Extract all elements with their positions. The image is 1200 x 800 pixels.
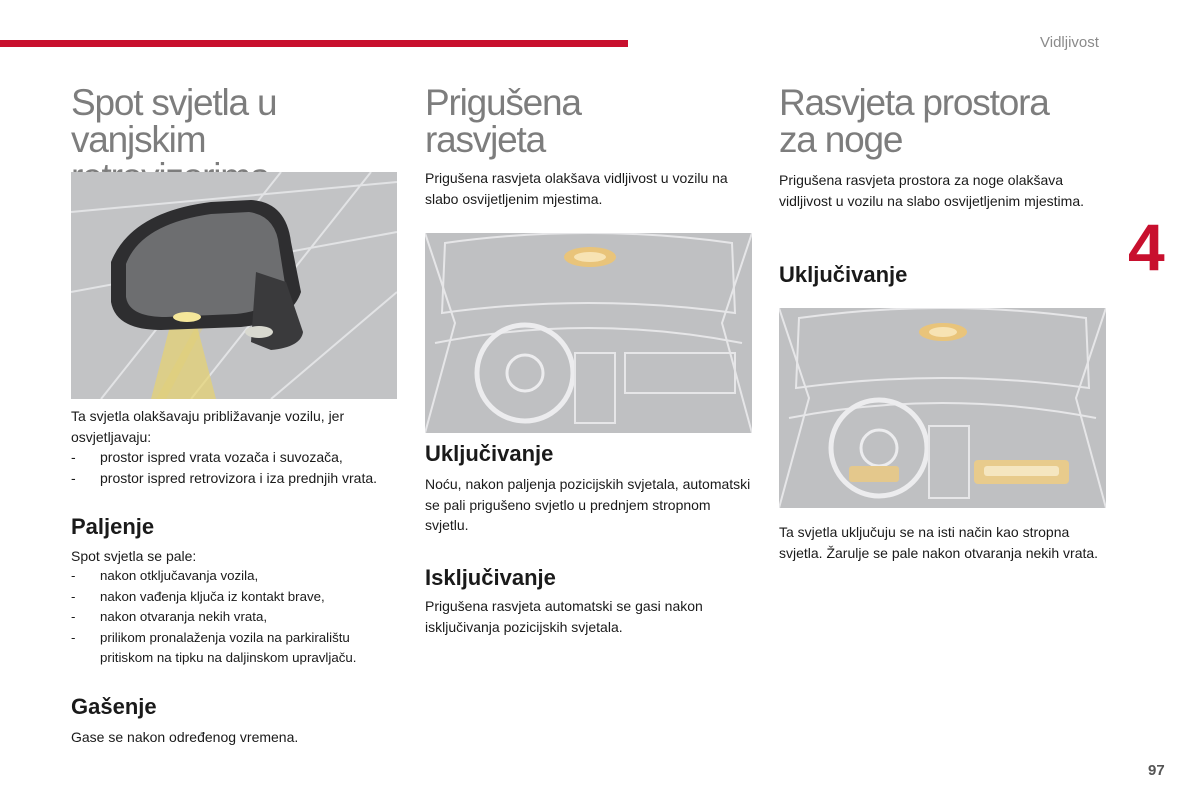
ceiling-light-illustration-icon <box>425 233 752 433</box>
list-item: - prilikom pronalaženja vozila na parkiralištu pritiskom na tipku na daljinskom upravljaču. <box>71 628 401 669</box>
intro-text: Prigušena rasvjeta prostora za noge olakšava vidljivost u vozilu na slabo osvijetljenim mjestima. <box>779 172 1085 209</box>
list-item: - prostor ispred vrata vozača i suvozača, <box>71 447 391 468</box>
after-text: Ta svjetla uključuju se na isti način kao stropna svjetla. Žarulje se pale nakon otvaranja nekih vrata. <box>779 524 1099 561</box>
top-accent-bar <box>0 40 628 47</box>
intro-list <box>71 447 391 488</box>
list-item: - nakon otključavanja vozila, <box>71 566 401 587</box>
iskljucivanje-text: Prigušena rasvjeta automatski se gasi nakon isključivanja pozicijskih svjetala. <box>425 598 703 635</box>
heading-ukljucivanje: Uključivanje <box>779 262 908 287</box>
heading-paljenje: Paljenje <box>71 514 155 539</box>
heading-gasenje: Gašenje <box>71 694 157 719</box>
intro-text: Ta svjetla olakšavaju približavanje vozilu, jer osvjetljavaju: <box>71 408 345 445</box>
title-mirror-spotlights: Spot svjetla u vanjskim <box>71 82 277 160</box>
gasenje-text: Gase se nakon određenog vremena. <box>71 729 299 745</box>
intro-text: Prigušena rasvjeta olakšava vidljivost u vozilu na slabo osvijetljenim mjestima. <box>425 170 728 207</box>
list-item: - nakon otvaranja nekih vrata, <box>71 607 401 628</box>
section-label: Vidljivost <box>1040 34 1099 51</box>
paljenje-list <box>71 566 401 669</box>
ukljucivanje-text: Noću, nakon paljenja pozicijskih svjetala, automatski se pali prigušeno svjetlo u prednjem stropnom svjetlu. <box>425 476 751 533</box>
footwell-light-illustration-icon <box>779 308 1106 508</box>
title-footwell-lighting: Rasvjeta prostora za noge <box>779 82 1049 160</box>
page-number: 97 <box>1148 762 1165 779</box>
mirror-spotlight-illustration-icon <box>71 172 397 399</box>
heading-ukljucivanje: Uključivanje <box>425 441 554 466</box>
chapter-number: 4 <box>1128 210 1165 284</box>
paljenje-text: Spot svjetla se pale: <box>71 548 197 564</box>
title-dimmed-lighting: Prigušena rasvjeta <box>425 82 581 160</box>
list-item: - nakon vađenja ključa iz kontakt brave, <box>71 587 401 608</box>
heading-iskljucivanje: Isključivanje <box>425 565 556 590</box>
list-item: - prostor ispred retrovizora i iza prednjih vrata. <box>71 468 391 489</box>
